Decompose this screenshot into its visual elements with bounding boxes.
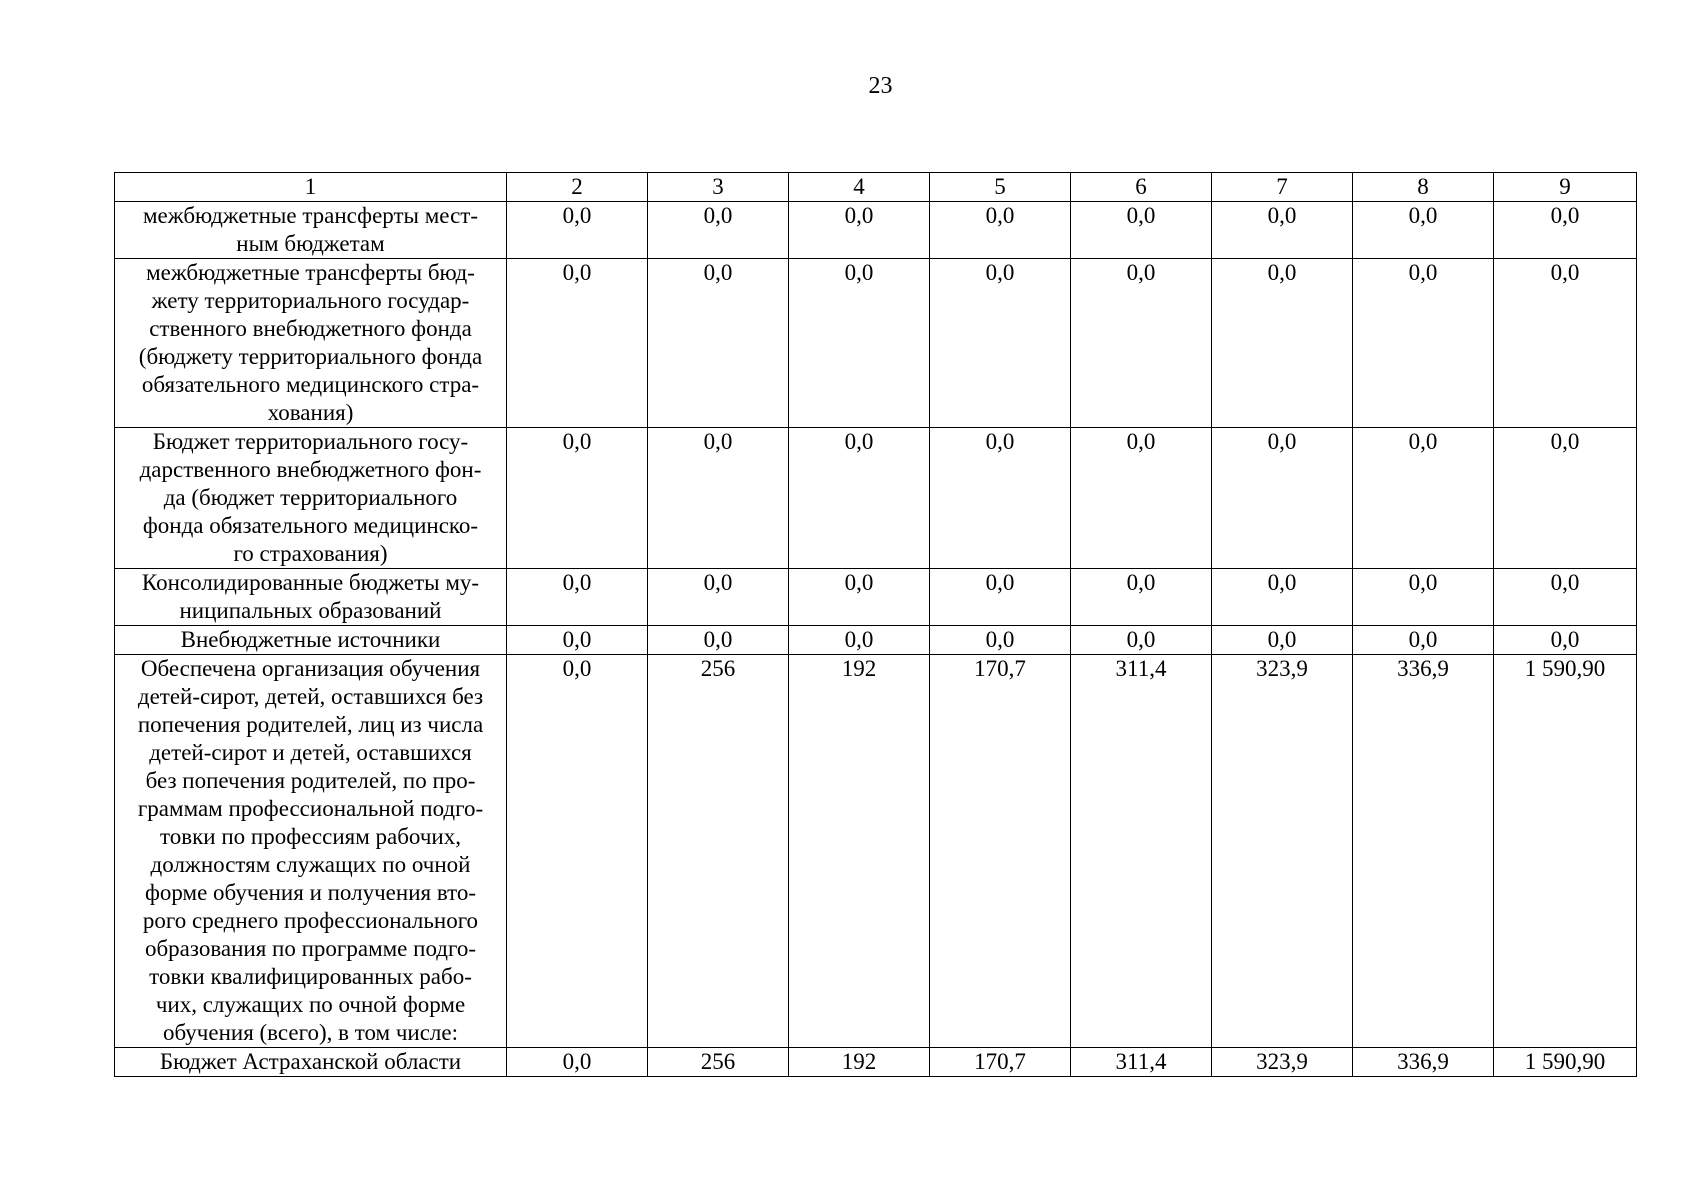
value-cell: 0,0 [789, 202, 930, 259]
value-cell: 0,0 [1212, 569, 1353, 626]
value-cell: 0,0 [1212, 428, 1353, 569]
value-cell: 170,7 [930, 655, 1071, 1048]
value-cell: 0,0 [648, 428, 789, 569]
value-cell: 311,4 [1071, 1048, 1212, 1077]
value-cell: 311,4 [1071, 655, 1212, 1048]
value-cell: 0,0 [1071, 202, 1212, 259]
header-cell: 3 [648, 173, 789, 202]
value-cell: 0,0 [507, 655, 648, 1048]
header-cell: 6 [1071, 173, 1212, 202]
value-cell: 0,0 [507, 202, 648, 259]
value-cell: 170,7 [930, 1048, 1071, 1077]
value-cell: 0,0 [1071, 569, 1212, 626]
value-cell: 0,0 [507, 259, 648, 428]
value-cell: 0,0 [930, 569, 1071, 626]
value-cell: 0,0 [1353, 202, 1494, 259]
value-cell: 192 [789, 655, 930, 1048]
value-cell: 0,0 [1494, 428, 1637, 569]
value-cell: 0,0 [1353, 569, 1494, 626]
value-cell: 0,0 [930, 626, 1071, 655]
value-cell: 323,9 [1212, 655, 1353, 1048]
value-cell: 0,0 [789, 626, 930, 655]
header-cell: 9 [1494, 173, 1637, 202]
value-cell: 336,9 [1353, 655, 1494, 1048]
row-label-cell: межбюджетные трансферты мест- ным бюджетам [115, 202, 507, 259]
value-cell: 0,0 [1494, 259, 1637, 428]
value-cell: 0,0 [507, 569, 648, 626]
page-number: 23 [868, 73, 893, 99]
value-cell: 0,0 [789, 569, 930, 626]
row-label-cell: Обеспечена организация обучения детей-сирот, детей, оставшихся без попечения родителей, лиц из числа детей-сирот и детей, оставшихся без попечения родителей, по про- граммам профессиональной подго- товки по профессиям рабочих, должностям служащих по очной форме обучения и получения вто- рого среднего профессионального образования по программе подго- товки квалифицированных рабо- чих, служащих по очной форме обучения (всего), в том числе: [115, 655, 507, 1048]
value-cell: 0,0 [930, 202, 1071, 259]
value-cell: 256 [648, 655, 789, 1048]
value-cell: 0,0 [1353, 259, 1494, 428]
header-cell: 4 [789, 173, 930, 202]
value-cell: 0,0 [507, 1048, 648, 1077]
table-row [115, 428, 1637, 569]
row-label-cell: Консолидированные бюджеты му- ниципальных образований [115, 569, 507, 626]
value-cell: 0,0 [1353, 428, 1494, 569]
value-cell: 0,0 [1071, 428, 1212, 569]
header-cell: 5 [930, 173, 1071, 202]
table-row [115, 569, 1637, 626]
value-cell: 0,0 [507, 626, 648, 655]
value-cell: 0,0 [648, 202, 789, 259]
row-label-cell: Внебюджетные источники [115, 626, 507, 655]
table-row [115, 655, 1637, 1048]
row-label-cell: Бюджет территориального госу- дарственного внебюджетного фон- да (бюджет территориального фонда обязательного медицинско- го страхования) [115, 428, 507, 569]
value-cell: 0,0 [789, 428, 930, 569]
value-cell: 0,0 [1353, 626, 1494, 655]
value-cell: 0,0 [1494, 202, 1637, 259]
value-cell: 0,0 [648, 626, 789, 655]
table-row [115, 259, 1637, 428]
header-cell: 1 [115, 173, 507, 202]
value-cell: 0,0 [1212, 202, 1353, 259]
value-cell: 0,0 [789, 259, 930, 428]
value-cell: 323,9 [1212, 1048, 1353, 1077]
value-cell: 192 [789, 1048, 930, 1077]
table-row [115, 1048, 1637, 1077]
table-row [115, 626, 1637, 655]
value-cell: 0,0 [1212, 626, 1353, 655]
value-cell: 0,0 [930, 259, 1071, 428]
value-cell: 0,0 [1071, 626, 1212, 655]
row-label-cell: межбюджетные трансферты бюд- жету территориального государ- ственного внебюджетного фонда (бюджету территориального фонда обязательного медицинского стра- хования) [115, 259, 507, 428]
header-cell: 8 [1353, 173, 1494, 202]
value-cell: 0,0 [1494, 569, 1637, 626]
value-cell: 1 590,90 [1494, 1048, 1637, 1077]
value-cell: 0,0 [1212, 259, 1353, 428]
value-cell: 336,9 [1353, 1048, 1494, 1077]
value-cell: 0,0 [507, 428, 648, 569]
table-header-row [115, 173, 1637, 202]
value-cell: 256 [648, 1048, 789, 1077]
header-cell: 2 [507, 173, 648, 202]
value-cell: 0,0 [648, 569, 789, 626]
value-cell: 0,0 [1071, 259, 1212, 428]
budget-table [114, 172, 1637, 1077]
row-label-cell: Бюджет Астраханской области [115, 1048, 507, 1077]
header-cell: 7 [1212, 173, 1353, 202]
value-cell: 0,0 [930, 428, 1071, 569]
value-cell: 1 590,90 [1494, 655, 1637, 1048]
value-cell: 0,0 [1494, 626, 1637, 655]
table-row [115, 202, 1637, 259]
value-cell: 0,0 [648, 259, 789, 428]
